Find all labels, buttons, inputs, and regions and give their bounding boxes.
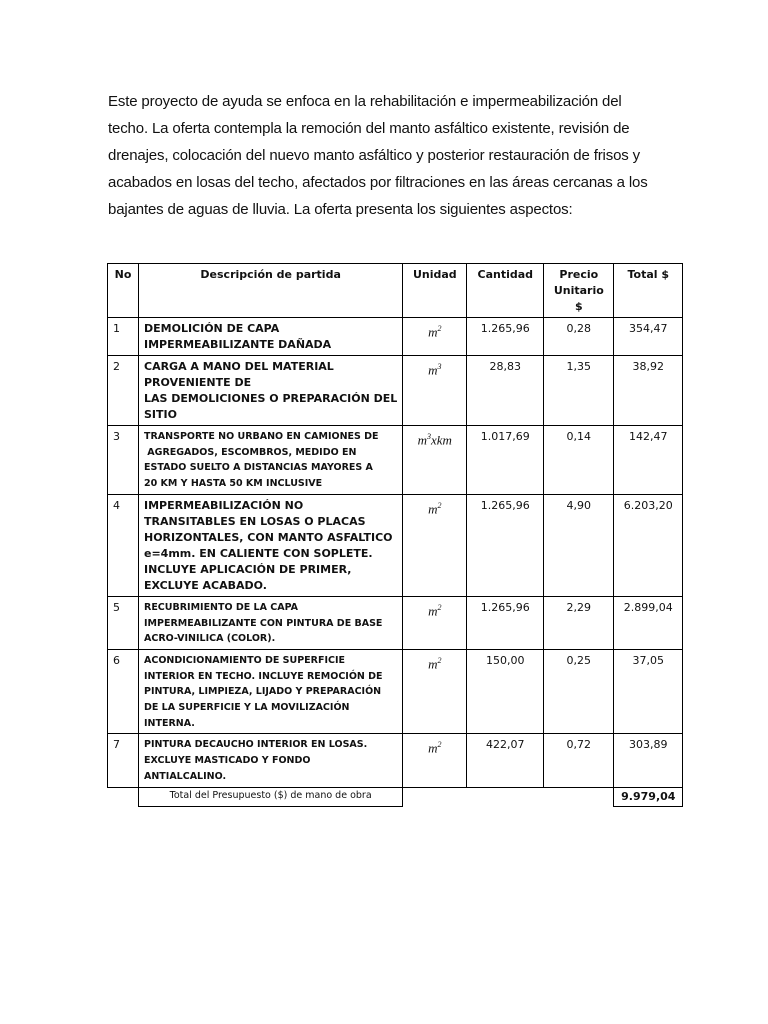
footer-spacer — [403, 787, 614, 806]
footer-total-value: 9.979,04 — [614, 787, 683, 806]
header-precio-unitario — [544, 264, 614, 318]
table-row — [108, 426, 683, 495]
row-number: 3 — [108, 426, 139, 495]
description-line: PINTURA, LIMPIEZA, LIJADO Y PREPARACIÓN — [144, 686, 382, 698]
description-line: PINTURA DECAUCHO INTERIOR EN LOSAS. — [144, 739, 368, 751]
row-cantidad: 1.017,69 — [467, 426, 544, 495]
header-no: No — [108, 264, 139, 318]
row-unit — [403, 426, 467, 495]
row-precio-unitario: 0,25 — [544, 649, 614, 734]
description-line: TRANSITABLES EN LOSAS O PLACAS — [144, 514, 366, 528]
description-line: DEMOLICIÓN DE CAPA — [144, 322, 280, 335]
description-line: IMPERMEABILIZACIÓN NO — [144, 498, 304, 512]
footer-spacer — [108, 787, 139, 806]
row-number: 6 — [108, 649, 139, 734]
unit-base: m — [428, 603, 438, 619]
unit-base: m — [428, 501, 438, 517]
row-cantidad: 1.265,96 — [467, 596, 544, 649]
row-unit — [403, 596, 467, 649]
description-line: DE LA SUPERFICIE Y LA MOVILIZACIÓN — [144, 702, 350, 714]
row-total: 6.203,20 — [614, 494, 683, 596]
row-description — [139, 318, 403, 356]
unit-exponent: 3 — [437, 362, 442, 371]
row-total: 354,47 — [614, 318, 683, 356]
description-line: ACONDICIONAMIENTO DE SUPERFICIE — [144, 654, 345, 666]
row-precio-unitario: 0,72 — [544, 734, 614, 787]
unit-base: m — [428, 362, 438, 378]
row-description — [139, 734, 403, 787]
header-precio-line2: Unitario $ — [553, 284, 604, 313]
row-total: 142,47 — [614, 426, 683, 495]
row-unit — [403, 356, 467, 426]
header-unidad: Unidad — [403, 264, 467, 318]
row-description — [139, 426, 403, 495]
description-line: IMPERMEABILIZANTE CON PINTURA DE BASE — [144, 617, 383, 629]
description-line: RECUBRIMIENTO DE LA CAPA — [144, 601, 299, 613]
description-line: PROVENIENTE DE — [144, 376, 252, 389]
unit-exponent: 2 — [437, 324, 442, 333]
description-line: TRANSPORTE NO URBANO EN CAMIONES DE — [144, 431, 379, 442]
row-number: 7 — [108, 734, 139, 787]
table-row — [108, 318, 683, 356]
intro-line: drenajes, colocación del nuevo manto asfáltico y posterior restauración de frisos y — [108, 147, 641, 164]
intro-line: bajantes de aguas de lluvia. La oferta presenta los siguientes aspectos: — [108, 201, 573, 218]
unit-exponent: 2 — [437, 655, 442, 665]
row-unit — [403, 734, 467, 787]
unit-base: m — [417, 432, 428, 448]
row-description — [139, 596, 403, 649]
unit-exponent: 3 — [427, 432, 432, 441]
row-total: 303,89 — [614, 734, 683, 787]
unit-base: m — [428, 740, 438, 756]
table-row — [108, 734, 683, 787]
row-cantidad: 422,07 — [467, 734, 544, 787]
table-row — [108, 596, 683, 649]
unit-exponent: 2 — [437, 740, 442, 750]
description-line: EXCLUYE ACABADO. — [144, 578, 267, 592]
description-line: e=4mm. EN CALIENTE CON SOPLETE. — [144, 546, 373, 560]
description-line: INTERIOR EN TECHO. INCLUYE REMOCIÓN DE — [144, 670, 383, 682]
header-total: Total $ — [614, 264, 683, 318]
description-line: HORIZONTALES, CON MANTO ASFALTICO — [144, 530, 393, 544]
table-header-row — [108, 264, 683, 318]
intro-line: acabados en losas del techo, afectados por filtraciones en las áreas cercanas a los — [108, 174, 648, 191]
row-description — [139, 356, 403, 426]
description-line: ESTADO SUELTO A DISTANCIAS MAYORES A — [144, 462, 373, 474]
footer-total-label: Total del Presupuesto ($) de mano de obra — [139, 787, 403, 806]
description-line: ACRO-VINILICA (COLOR). — [144, 633, 276, 645]
description-line: EXCLUYE MASTICADO Y FONDO — [144, 755, 311, 767]
description-line: LAS DEMOLICIONES O PREPARACIÓN DEL — [144, 392, 398, 405]
table-footer-row — [108, 787, 683, 806]
header-precio-line1: Precio — [559, 268, 599, 281]
description-line: CARGA A MANO DEL MATERIAL — [144, 360, 334, 373]
description-line: SITIO — [144, 408, 177, 421]
row-description — [139, 649, 403, 734]
description-line: IMPERMEABILIZANTE DAÑADA — [144, 338, 332, 351]
row-number: 4 — [108, 494, 139, 596]
row-number: 1 — [108, 318, 139, 356]
table-row — [108, 356, 683, 426]
row-number: 5 — [108, 596, 139, 649]
description-line: INTERNA. — [144, 717, 195, 729]
description-line: INCLUYE APLICACIÓN DE PRIMER, — [144, 562, 352, 576]
row-cantidad: 150,00 — [467, 649, 544, 734]
row-total: 37,05 — [614, 649, 683, 734]
description-line: 20 KM Y HASTA 50 KM INCLUSIVE — [144, 478, 323, 490]
budget-table — [107, 263, 683, 807]
header-descripcion: Descripción de partida — [139, 264, 403, 318]
row-precio-unitario: 0,14 — [544, 426, 614, 495]
row-description — [139, 494, 403, 596]
unit-suffix: xkm — [431, 432, 452, 448]
table-row — [108, 649, 683, 734]
row-unit — [403, 649, 467, 734]
unit-base: m — [428, 324, 438, 340]
unit-base: m — [428, 656, 438, 672]
unit-exponent: 2 — [437, 602, 442, 612]
row-precio-unitario: 2,29 — [544, 596, 614, 649]
row-cantidad: 1.265,96 — [467, 318, 544, 356]
table-body — [108, 318, 683, 788]
row-total: 38,92 — [614, 356, 683, 426]
description-line: ANTIALCALINO. — [144, 770, 227, 782]
table-row — [108, 494, 683, 596]
row-precio-unitario: 1,35 — [544, 356, 614, 426]
row-unit — [403, 494, 467, 596]
intro-line: techo. La oferta contempla la remoción del manto asfáltico existente, revisión de — [108, 120, 630, 137]
row-unit — [403, 318, 467, 356]
row-cantidad: 28,83 — [467, 356, 544, 426]
description-line: AGREGADOS, ESCOMBROS, MEDIDO EN — [144, 446, 357, 458]
row-total: 2.899,04 — [614, 596, 683, 649]
intro-paragraph — [108, 88, 668, 223]
row-precio-unitario: 4,90 — [544, 494, 614, 596]
row-precio-unitario: 0,28 — [544, 318, 614, 356]
header-cantidad: Cantidad — [467, 264, 544, 318]
unit-exponent: 2 — [437, 500, 442, 510]
row-cantidad: 1.265,96 — [467, 494, 544, 596]
row-number: 2 — [108, 356, 139, 426]
intro-line: Este proyecto de ayuda se enfoca en la rehabilitación e impermeabilización del — [108, 93, 622, 110]
